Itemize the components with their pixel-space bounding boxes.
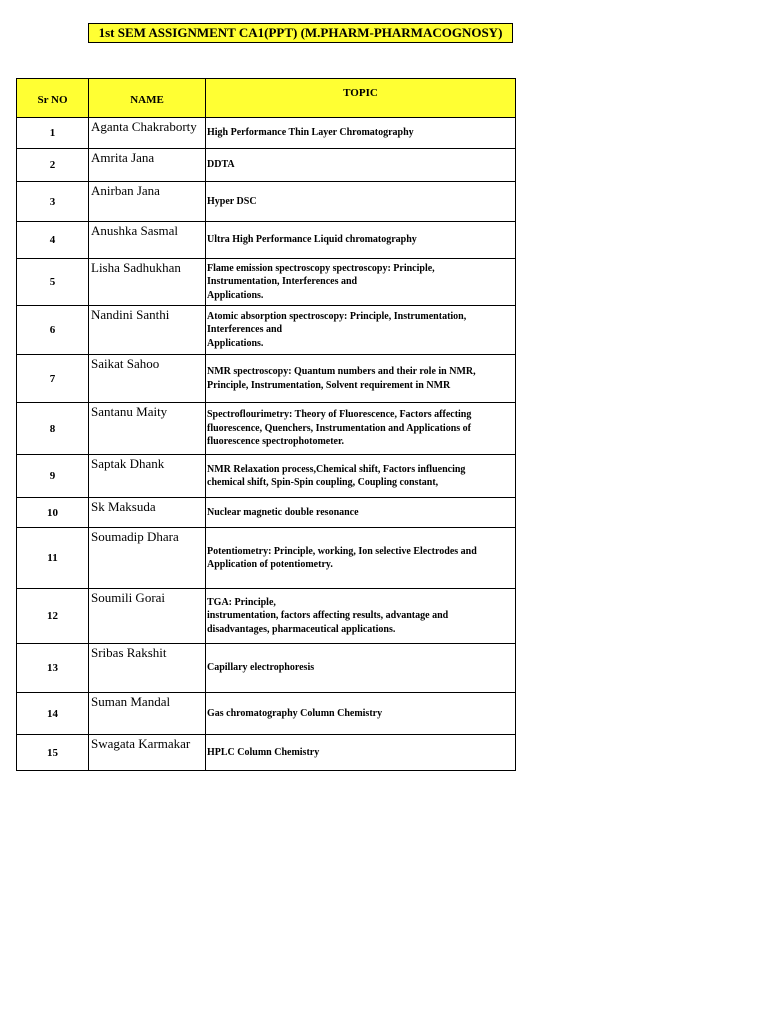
name-cell: Swagata Karmakar bbox=[89, 735, 206, 771]
sr-no-cell: 12 bbox=[17, 589, 89, 644]
name-cell: Sk Maksuda bbox=[89, 498, 206, 528]
topic-cell: Ultra High Performance Liquid chromatography bbox=[206, 222, 516, 259]
topic-cell: Nuclear magnetic double resonance bbox=[206, 498, 516, 528]
table-row bbox=[17, 118, 516, 149]
sr-no-cell: 7 bbox=[17, 355, 89, 403]
topic-cell: NMR Relaxation process,Chemical shift, Factors influencing chemical shift, Spin-Spin coupling, Coupling constant, bbox=[206, 455, 516, 498]
sr-no-cell: 4 bbox=[17, 222, 89, 259]
name-cell: Suman Mandal bbox=[89, 693, 206, 735]
topic-cell: TGA: Principle, instrumentation, factors affecting results, advantage and disadvantages, pharmaceutical applications. bbox=[206, 589, 516, 644]
name-cell: Nandini Santhi bbox=[89, 306, 206, 355]
topic-cell: Gas chromatography Column Chemistry bbox=[206, 693, 516, 735]
topic-cell: High Performance Thin Layer Chromatography bbox=[206, 118, 516, 149]
name-cell: Soumadip Dhara bbox=[89, 528, 206, 589]
table-row bbox=[17, 455, 516, 498]
table-header-row bbox=[17, 79, 516, 118]
sr-no-cell: 5 bbox=[17, 259, 89, 306]
name-cell: Saptak Dhank bbox=[89, 455, 206, 498]
table-row bbox=[17, 355, 516, 403]
sr-no-cell: 2 bbox=[17, 149, 89, 182]
name-cell: Lisha Sadhukhan bbox=[89, 259, 206, 306]
topic-cell: NMR spectroscopy: Quantum numbers and their role in NMR, Principle, Instrumentation, Solvent requirement in NMR bbox=[206, 355, 516, 403]
table-row bbox=[17, 182, 516, 222]
name-cell: Amrita Jana bbox=[89, 149, 206, 182]
name-cell: Anushka Sasmal bbox=[89, 222, 206, 259]
sr-no-cell: 11 bbox=[17, 528, 89, 589]
table-row bbox=[17, 528, 516, 589]
name-cell: Santanu Maity bbox=[89, 403, 206, 455]
sr-no-cell: 1 bbox=[17, 118, 89, 149]
table-row bbox=[17, 222, 516, 259]
sr-no-cell: 8 bbox=[17, 403, 89, 455]
header-topic: TOPIC bbox=[206, 79, 516, 118]
table-row bbox=[17, 735, 516, 771]
topic-cell: Atomic absorption spectroscopy: Principle, Instrumentation, Interferences and Applications. bbox=[206, 306, 516, 355]
sr-no-cell: 3 bbox=[17, 182, 89, 222]
sr-no-cell: 10 bbox=[17, 498, 89, 528]
topic-cell: DDTA bbox=[206, 149, 516, 182]
sr-no-cell: 15 bbox=[17, 735, 89, 771]
topic-cell: Hyper DSC bbox=[206, 182, 516, 222]
name-cell: Saikat Sahoo bbox=[89, 355, 206, 403]
table-row bbox=[17, 149, 516, 182]
name-cell: Aganta Chakraborty bbox=[89, 118, 206, 149]
table-row bbox=[17, 259, 516, 306]
topic-cell: Potentiometry: Principle, working, Ion selective Electrodes and Application of potentiometry. bbox=[206, 528, 516, 589]
table-row bbox=[17, 403, 516, 455]
sr-no-cell: 6 bbox=[17, 306, 89, 355]
header-sr-no: Sr NO bbox=[17, 79, 89, 118]
topic-cell: HPLC Column Chemistry bbox=[206, 735, 516, 771]
sheet-title: 1st SEM ASSIGNMENT CA1(PPT) (M.PHARM-PHARMACOGNOSY) bbox=[88, 23, 513, 43]
table-row bbox=[17, 589, 516, 644]
table-row bbox=[17, 306, 516, 355]
name-cell: Anirban Jana bbox=[89, 182, 206, 222]
sr-no-cell: 9 bbox=[17, 455, 89, 498]
sr-no-cell: 14 bbox=[17, 693, 89, 735]
name-cell: Sribas Rakshit bbox=[89, 644, 206, 693]
assignment-table bbox=[16, 78, 516, 771]
topic-cell: Capillary electrophoresis bbox=[206, 644, 516, 693]
topic-cell: Flame emission spectroscopy spectroscopy: Principle, Instrumentation, Interferences and Applications. bbox=[206, 259, 516, 306]
topic-cell: Spectroflourimetry: Theory of Fluorescence, Factors affecting fluorescence, Quenchers, Instrumentation and Applications of fluorescence spectrophotometer. bbox=[206, 403, 516, 455]
name-cell: Soumili Gorai bbox=[89, 589, 206, 644]
sr-no-cell: 13 bbox=[17, 644, 89, 693]
table-row bbox=[17, 498, 516, 528]
table-row bbox=[17, 693, 516, 735]
table-row bbox=[17, 644, 516, 693]
header-name: NAME bbox=[89, 79, 206, 118]
